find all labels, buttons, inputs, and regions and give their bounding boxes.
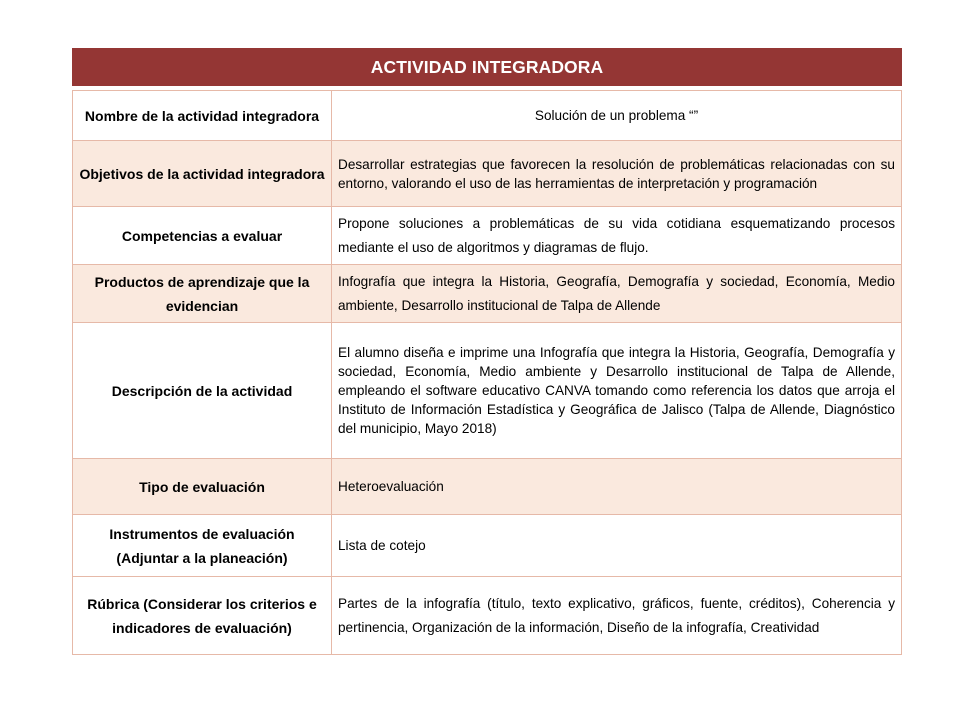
row-label-rubrica: Rúbrica (Considerar los criterios e indicadores de evaluación) (73, 577, 332, 655)
table-row (73, 323, 902, 459)
table-row (73, 265, 902, 323)
table-row (73, 141, 902, 207)
row-label-competencias: Competencias a evaluar (73, 207, 332, 265)
row-label-objetivos: Objetivos de la actividad integradora (73, 141, 332, 207)
row-value-objetivos: Desarrollar estrategias que favorecen la resolución de problemáticas relacionadas con su entorno, valorando el uso de las herramientas de interpretación y programación (332, 141, 902, 207)
row-value-nombre: Solución de un problema “” (332, 91, 902, 141)
row-value-rubrica: Partes de la infografía (título, texto explicativo, gráficos, fuente, créditos), Coherencia y pertinencia, Organización de la información, Diseño de la infografía, Creatividad (332, 577, 902, 655)
row-label-descripcion: Descripción de la actividad (73, 323, 332, 459)
table-row (73, 577, 902, 655)
table-row (73, 459, 902, 515)
row-value-tipo: Heteroevaluación (332, 459, 902, 515)
row-value-productos: Infografía que integra la Historia, Geografía, Demografía y sociedad, Economía, Medio ambiente, Desarrollo institucional de Talpa de Allende (332, 265, 902, 323)
row-label-productos: Productos de aprendizaje que la evidencian (73, 265, 332, 323)
row-value-descripcion: El alumno diseña e imprime una Infografía que integra la Historia, Geografía, Demografía y sociedad, Economía, Medio ambiente y Desarrollo institucional de Talpa de Allende, empleando el software educativo CANVA tomando como referencia los datos que arroja el Instituto de Información Estadística y Geográfica de Jalisco (Talpa de Allende, Diagnóstico del municipio, Mayo 2018) (332, 323, 902, 459)
table-row (73, 207, 902, 265)
row-label-tipo: Tipo de evaluación (73, 459, 332, 515)
row-label-nombre: Nombre de la actividad integradora (73, 91, 332, 141)
row-value-instrumentos: Lista de cotejo (332, 515, 902, 577)
table-row (73, 515, 902, 577)
table-row (73, 91, 902, 141)
activity-document (72, 48, 902, 655)
row-label-instrumentos: Instrumentos de evaluación (Adjuntar a la planeación) (73, 515, 332, 577)
document-title: ACTIVIDAD INTEGRADORA (72, 48, 902, 86)
activity-table (72, 90, 902, 655)
row-value-competencias: Propone soluciones a problemáticas de su vida cotidiana esquematizando procesos mediante el uso de algoritmos y diagramas de flujo. (332, 207, 902, 265)
